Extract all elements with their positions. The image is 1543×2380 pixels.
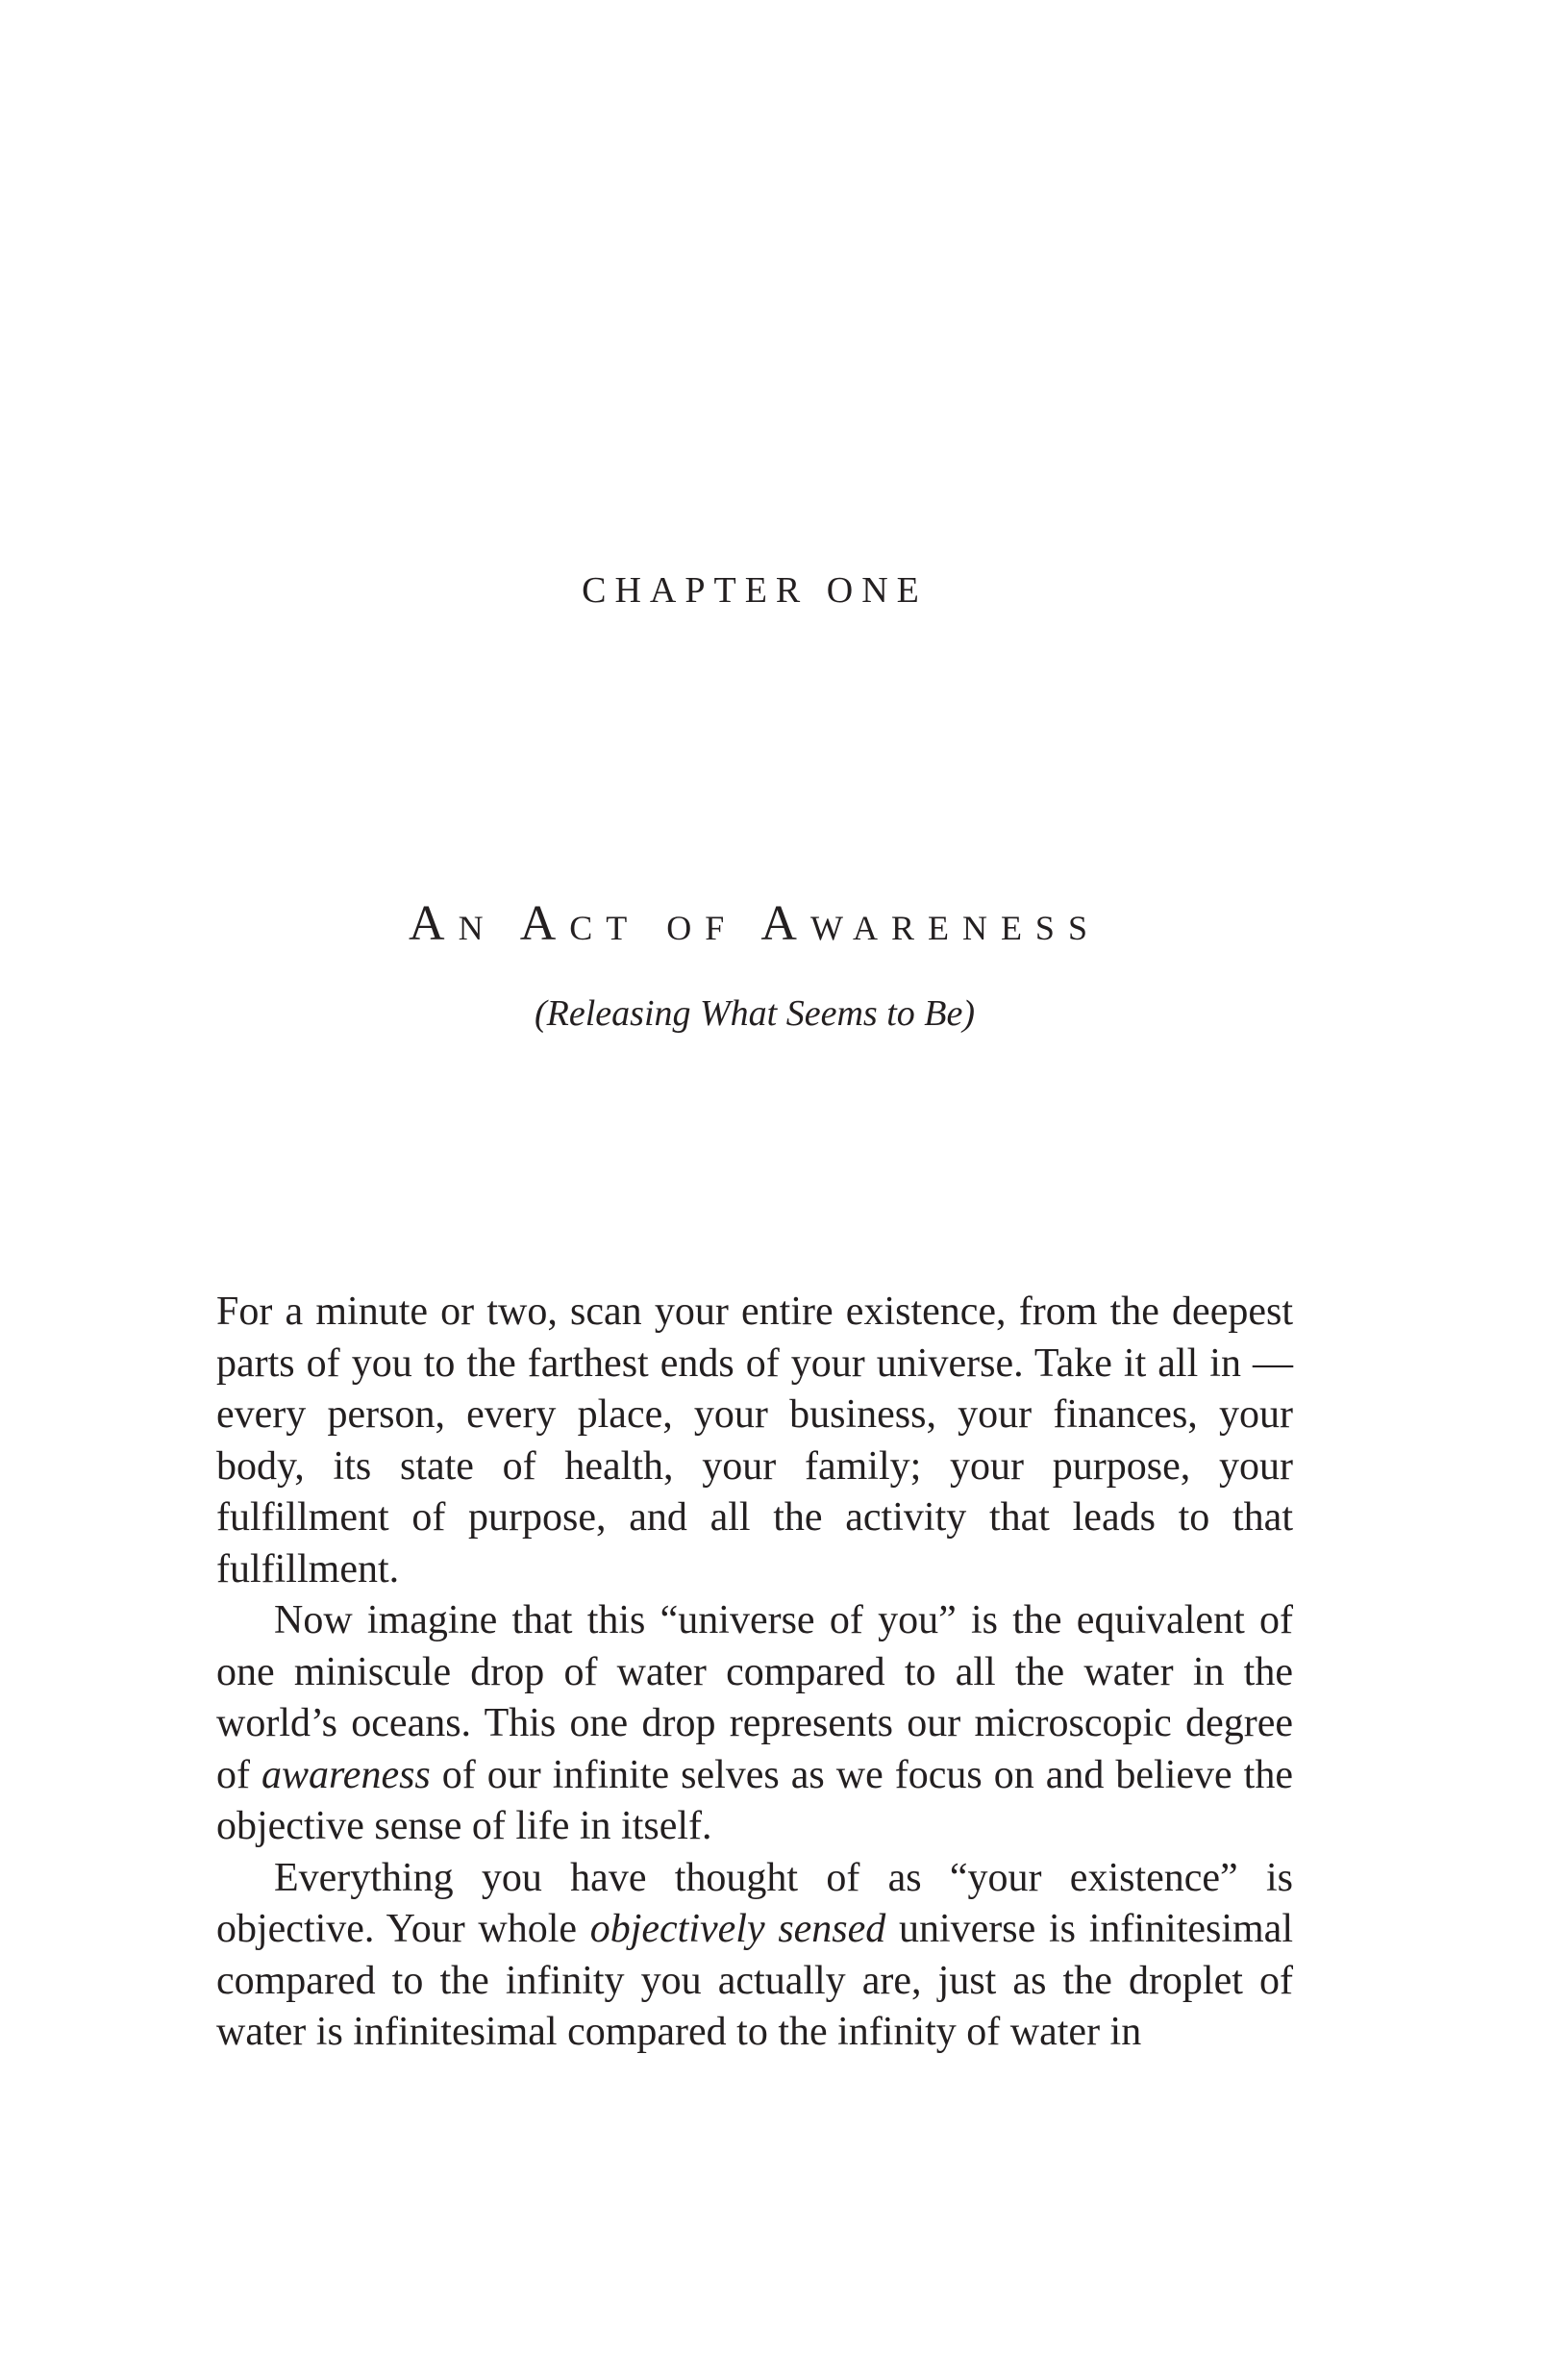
paragraph-1 <box>216 1287 1293 1595</box>
chapter-subtitle: (Releasing What Seems to Be) <box>535 993 975 1034</box>
body-text <box>216 1287 1293 2059</box>
paragraph-2-end: of our infinite selves as we focus on and believe the objective sense of life in itself. <box>216 1752 1293 1848</box>
paragraph-3-emphasis: objectively sensed <box>589 1907 886 1951</box>
paragraph-3 <box>216 1853 1293 2059</box>
paragraph-2-emphasis: awareness <box>261 1752 431 1797</box>
paragraph-3-start: Everything you have thought of as “your existence” is objective. Your whole <box>216 1855 1293 1951</box>
paragraph-3-end: universe is infinitesimal compared to the infinity you actually are, just as the droplet of water is infinitesimal compared to the infinity of water in <box>216 1907 1293 2054</box>
chapter-title: An Act of Awareness <box>409 896 1101 951</box>
chapter-label: CHAPTER ONE <box>582 570 928 611</box>
paragraph-2-start: Now imagine that this “universe of you” is the equivalent of one miniscule drop of water compared to all the water in the world’s oceans. This one drop represents our microscopic degree of <box>216 1598 1293 1797</box>
paragraph-2 <box>216 1595 1293 1853</box>
paragraph-1-text: For a minute or two, scan your entire existence, from the deepest parts of you to the farthest ends of your universe. Take it all in — every person, every place, your business, your finances, your body, its state of health, your family; your purpose, your fulfillment of purpose, and all the activity that leads to that fulfillment. <box>216 1290 1293 1591</box>
